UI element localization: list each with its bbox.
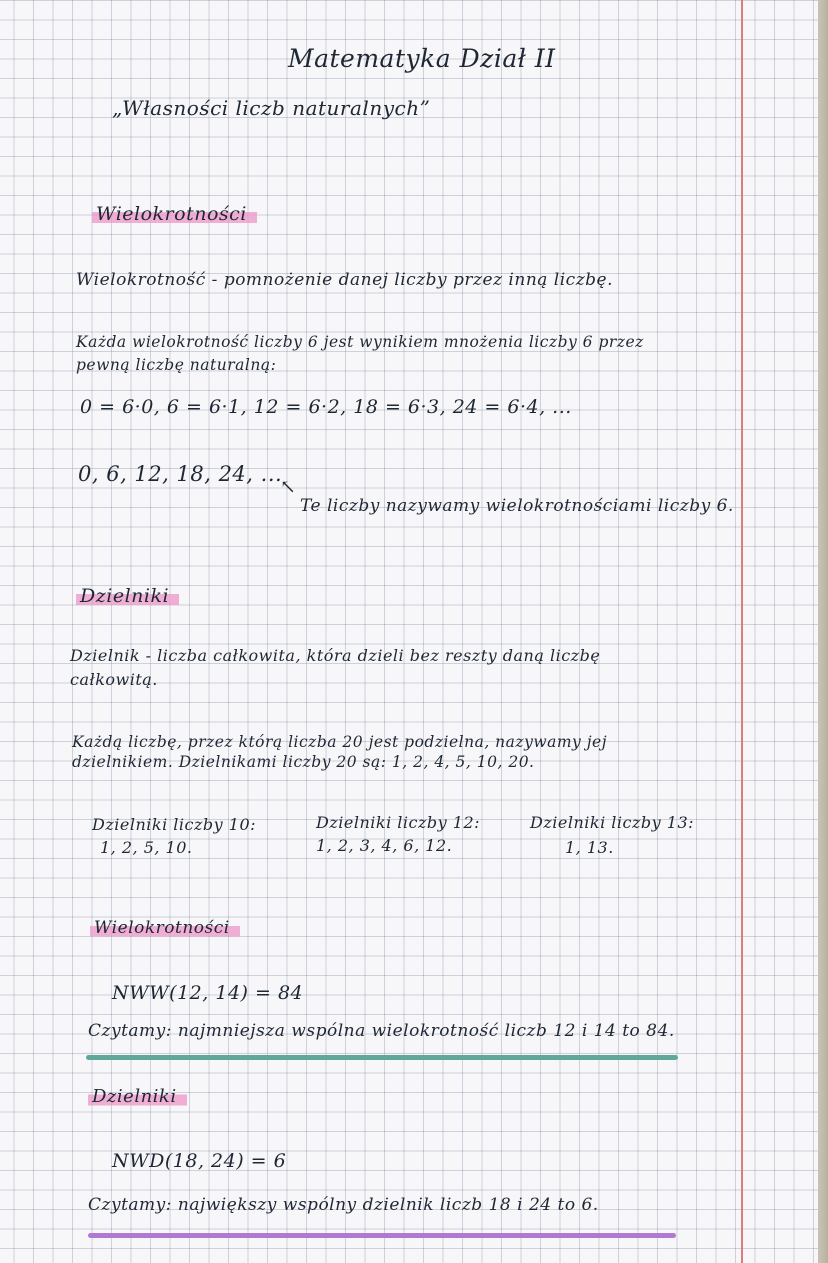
divisors-example-line-1: Każdą liczbę, przez którą liczba 20 jest podzielna, nazywamy jej: [72, 733, 608, 751]
definition-wielokrotnosc: Wielokrotność - pomnożenie danej liczby przez inną liczbę.: [76, 270, 614, 290]
teal-underline: [86, 1055, 678, 1060]
multiples-sequence: 0, 6, 12, 18, 24, ...: [78, 462, 283, 486]
multiples-annotation: Te liczby nazywamy wielokrotnościami liczby 6.: [300, 496, 734, 516]
products-line: 0 = 6·0, 6 = 6·1, 12 = 6·2, 18 = 6·3, 24 = 6·4, ...: [80, 396, 572, 418]
page-title: Matematyka Dział II: [288, 44, 556, 73]
margin-line: [741, 0, 743, 1263]
nww-formula: NWW(12, 14) = 84: [112, 982, 304, 1004]
divisors-10-values: 1, 2, 5, 10.: [100, 838, 193, 857]
heading-highlight: Wielokrotności: [92, 203, 257, 225]
heading-highlight: Dzielniki: [88, 1086, 187, 1107]
divisors-13-values: 1, 13.: [565, 838, 614, 857]
divisors-10-title: Dzielniki liczby 10:: [92, 815, 257, 834]
example-line-1: Każda wielokrotność liczby 6 jest wynikiem mnożenia liczby 6 przez: [76, 333, 644, 351]
section-heading-wielokrotnosci-2: [90, 918, 240, 938]
nwd-formula: NWD(18, 24) = 6: [112, 1150, 287, 1172]
divisors-example-line-2: dzielnikiem. Dzielnikami liczby 20 są: 1, 2, 4, 5, 10, 20.: [72, 753, 535, 771]
section-heading-dzielniki-2: [88, 1086, 187, 1107]
divisors-12-title: Dzielniki liczby 12:: [316, 813, 481, 832]
nwd-reading: Czytamy: największy wspólny dzielnik liczb 18 i 24 to 6.: [88, 1195, 599, 1215]
divisors-12-values: 1, 2, 3, 4, 6, 12.: [316, 836, 453, 855]
page-subtitle: „Własności liczb naturalnych”: [112, 96, 431, 120]
page-edge: [818, 0, 828, 1263]
purple-underline: [88, 1233, 676, 1238]
definition-dzielnik-line-2: całkowitą.: [70, 670, 158, 689]
heading-highlight: Dzielniki: [76, 585, 179, 607]
nww-reading: Czytamy: najmniejsza wspólna wielokrotność liczb 12 i 14 to 84.: [88, 1021, 675, 1041]
divisors-13-title: Dzielniki liczby 13:: [530, 813, 695, 832]
section-heading-wielokrotnosci: [92, 203, 257, 225]
example-line-2: pewną liczbę naturalną:: [76, 356, 277, 374]
definition-dzielnik-line-1: Dzielnik - liczba całkowita, która dzieli bez reszty daną liczbę: [70, 646, 601, 665]
section-heading-dzielniki: [76, 585, 179, 607]
arrow-icon: ↖: [280, 476, 297, 498]
heading-highlight: Wielokrotności: [90, 918, 240, 938]
